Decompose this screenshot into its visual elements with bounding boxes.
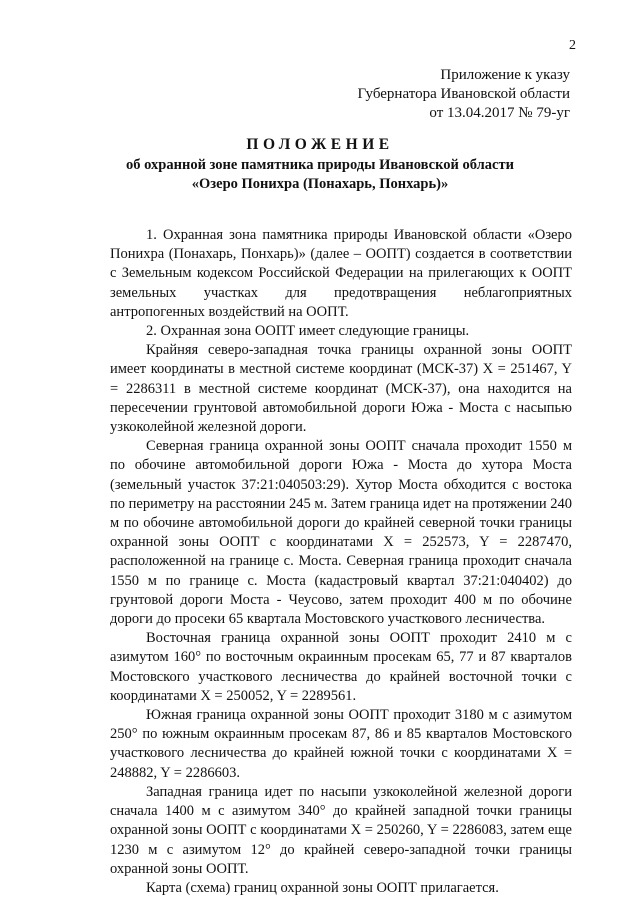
document-body: [110, 226, 572, 898]
title-main: ПОЛОЖЕНИЕ: [246, 136, 394, 153]
paragraph-1: 1. Охранная зона памятника природы Ивановской области «Озеро Понихра (Понахарь, Понхарь)» (далее – ООПТ) создается в соответствии с Земельным кодексом Российской Федерации на прилегающих к ООПТ земельных участках для предотвращения неблагоприятных антропогенных воздействий на ООПТ.: [110, 227, 572, 320]
paragraph-4: Северная граница охранной зоны ООПТ сначала проходит 1550 м по обочине автомобильной дороги Южа - Моста до хутора Моста (земельный участок 37:21:040503:29). Хутор Моста обходится с востока по периметру на расстоянии 245 м. Затем граница идет на протяжении 240 м по обочине автомобильной дороги до крайней северной точки границы охранной зоны ООПТ с координатами X = 252573, Y = 2287470, расположенной на границе с. Моста. Северная граница проходит сначала 1550 м по границе с. Моста (кадастровый квартал 37:21:040402) до грунтовой дороги Моста - Чеусово, затем проходит 400 м по обочине дороги до просеки 65 квартала Мостовского участкового лесничества.: [110, 438, 572, 628]
appendix-line-3: от 13.04.2017 № 79-уг: [429, 105, 570, 121]
appendix-header: [357, 66, 570, 123]
paragraph-7: Западная граница идет по насыпи узкоколейной железной дороги сначала 1400 м с азимутом 340° до крайней западной точки границы охранной зоны ООПТ с координатами X = 250260, Y = 2286083, затем еще 1230 м с азимутом 12° до крайней северо-западной точки границы охранной зоны ООПТ.: [110, 783, 572, 877]
paragraph-6: Южная граница охранной зоны ООПТ проходит 3180 м с азимутом 250° по южным окраинным просекам 87, 86 и 85 кварталов Мостовского участкового лесничества до крайней южной точки с координатами X = 248882, Y = 2286603.: [110, 707, 572, 781]
paragraph-2: 2. Охранная зона ООПТ имеет следующие границы.: [146, 323, 470, 340]
appendix-line-2: Губернатора Ивановской области: [357, 86, 570, 102]
appendix-line-1: Приложение к указу: [440, 67, 570, 83]
title-subtitle-1: об охранной зоне памятника природы Ивановской области: [126, 157, 514, 173]
document-title: [100, 134, 540, 194]
paragraph-8: Карта (схема) границ охранной зоны ООПТ прилагается.: [146, 879, 499, 896]
paragraph-3: Крайняя северо-западная точка границы охранной зоны ООПТ имеет координаты в местной системе координат (МСК-37) X = 251467, Y = 2286311 в местной системе координат (МСК-37), она находится на пересечении грунтовой автомобильной дороги Южа - Моста с насыпью узкоколейной железной дороги.: [110, 342, 572, 436]
page-number: 2: [569, 38, 576, 53]
paragraph-5: Восточная граница охранной зоны ООПТ проходит 2410 м с азимутом 160° по восточным окраинным просекам 65, 77 и 87 кварталов Мостовского участкового лесничества до крайней восточной точки с координатами X = 250052, Y = 2289561.: [110, 630, 572, 704]
title-subtitle-2: «Озеро Понихра (Понахарь, Понхарь)»: [191, 176, 449, 192]
